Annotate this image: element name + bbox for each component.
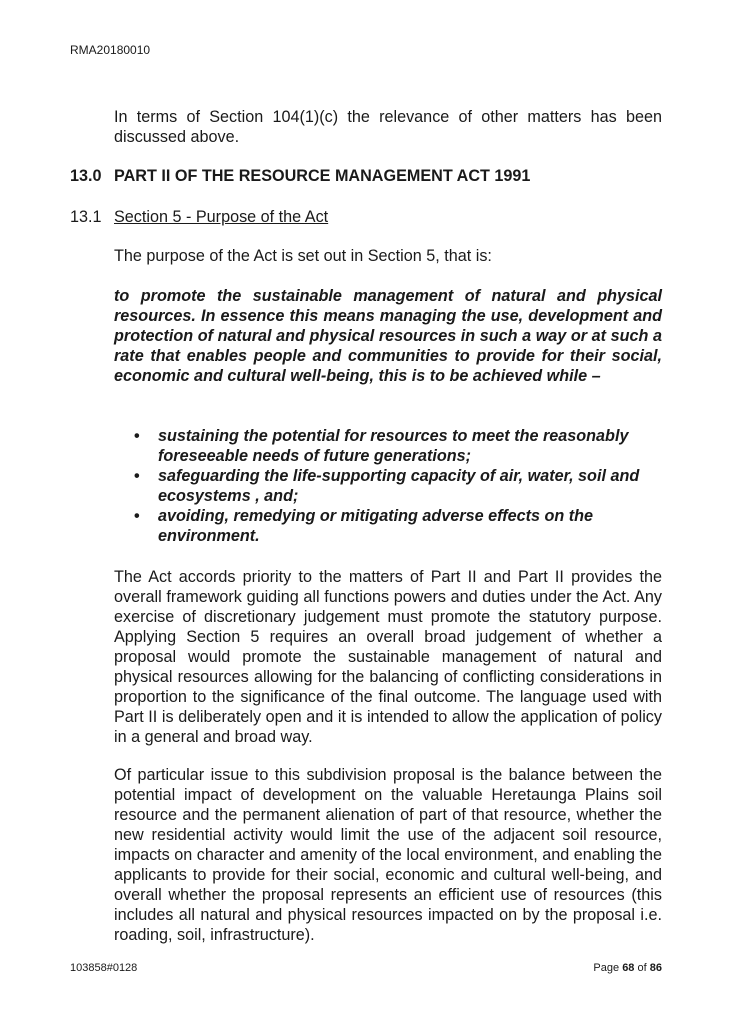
section-5-quote: to promote the sustainable management of natural and physical resources. In essence this means managing the use, development and protection of natural and physical resources in such a way or at such a rate that enables people and communities to provide for their social, economic and cultural well-being, this is to be achieved while – [114, 287, 662, 385]
section-13-1-number: 13.1 [70, 208, 102, 226]
footer-page-word: Page [593, 962, 620, 974]
paragraph-purpose-intro: The purpose of the Act is set out in Section 5, that is: [114, 247, 492, 265]
footer-total-pages: 86 [649, 962, 662, 974]
list-item [134, 466, 662, 506]
section-13-1-title: Section 5 - Purpose of the Act [114, 208, 329, 226]
footer-of-word: of [637, 962, 647, 974]
section-13-number: 13.0 [70, 167, 102, 185]
section-13-heading [70, 167, 530, 186]
bullet-text: avoiding, remedying or mitigating adverse effects on the environment. [158, 507, 594, 545]
section-13-title: PART II OF THE RESOURCE MANAGEMENT ACT 1991 [114, 167, 531, 185]
section-5-bullet-list [134, 426, 662, 546]
footer-current-page: 68 [622, 962, 635, 974]
section-13-1-heading [70, 208, 328, 227]
bullet-text: sustaining the potential for resources to meet the reasonably foreseeable needs of future generations; [158, 427, 629, 465]
header-document-id: RMA20180010 [70, 43, 151, 57]
list-item [134, 506, 662, 546]
bullet-icon: • [134, 507, 140, 525]
bullet-icon: • [134, 427, 140, 445]
list-item [134, 426, 662, 466]
paragraph-subdivision-issue: Of particular issue to this subdivision proposal is the balance between the potential impact of development on the valuable Heretaunga Plains soil resource and the permanent alienation of part of that resource, whether the new residential activity would limit the use of the adjacent soil resource, impacts on character and amenity of the local environment, and enabling the applicants to provide for their social, economic and cultural well-being, and overall whether the proposal represents an efficient use of resources (this includes all natural and physical resources impacted on by the proposal i.e. roading, soil, infrastructure). [114, 766, 663, 944]
paragraph-section-104: In terms of Section 104(1)(c) the relevance of other matters has been discussed above. [114, 108, 662, 146]
bullet-icon: • [134, 467, 140, 485]
footer-reference: 103858#0128 [70, 962, 138, 974]
footer-page-number [593, 962, 662, 974]
paragraph-part-ii-priority: The Act accords priority to the matters of Part II and Part II provides the overall framework guiding all functions powers and duties under the Act. Any exercise of discretionary judgement must promote the statutory purpose. Applying Section 5 requires an overall broad judgement of whether a proposal would promote the sustainable management of natural and physical resources allowing for the balancing of conflicting considerations in proportion to the significance of the final outcome. The language used with Part II is deliberately open and it is intended to allow the application of policy in a general and broad way. [114, 568, 662, 746]
bullet-text: safeguarding the life-supporting capacity of air, water, soil and ecosystems , and; [158, 467, 640, 505]
